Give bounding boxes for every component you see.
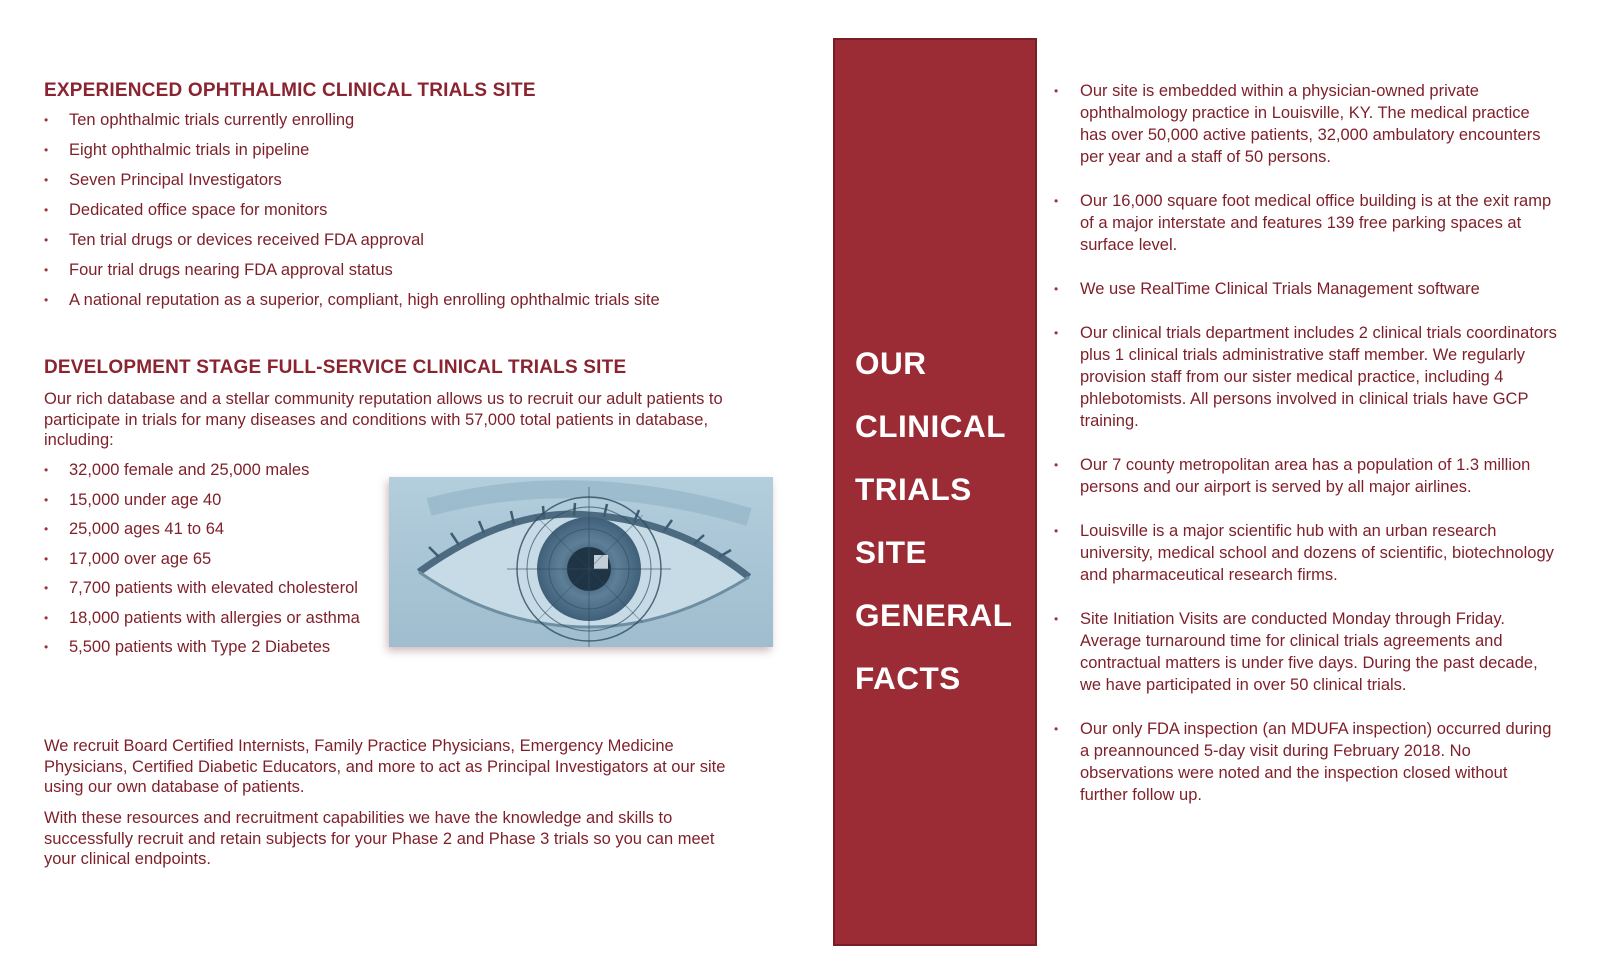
list-item: • 17,000 over age 65	[44, 549, 374, 570]
development-heading: DEVELOPMENT STAGE FULL-SERVICE CLINICAL TRIALS SITE	[44, 357, 627, 378]
list-item: • A national reputation as a superior, compliant, high enrolling ophthalmic trials site	[44, 290, 779, 311]
eye-image	[389, 477, 773, 647]
list-item: • Our 16,000 square foot medical office building is at the exit ramp of a major interstate and features 139 free parking spaces at surface level.	[1054, 190, 1559, 256]
list-item: • Seven Principal Investigators	[44, 170, 779, 191]
development-intro: Our rich database and a stellar community reputation allows us to recruit our adult patients to participate in trials for many diseases and conditions with 57,000 total patients in database, including:	[44, 390, 723, 449]
list-item: • 25,000 ages 41 to 64	[44, 519, 374, 540]
facts-list	[1054, 80, 1559, 828]
list-item: • Ten trial drugs or devices received FDA approval	[44, 230, 779, 251]
facts-banner	[833, 38, 1037, 946]
list-item: • Site Initiation Visits are conducted Monday through Friday. Average turnaround time for clinical trials agreements and contractual matters is under five days. During the past decade, we have participated in over 50 clinical trials.	[1054, 608, 1559, 696]
eye-illustration	[389, 477, 773, 647]
list-item: • Our only FDA inspection (an MDUFA inspection) occurred during a preannounced 5-day visit during February 2018. No observations were noted and the inspection closed without further follow up.	[1054, 718, 1559, 806]
list-item: • 18,000 patients with allergies or asthma	[44, 608, 374, 629]
list-item: • Four trial drugs nearing FDA approval status	[44, 260, 779, 281]
recruit-paragraph: We recruit Board Certified Internists, Family Practice Physicians, Emergency Medicine Physicians, Certified Diabetic Educators, and more to act as Principal Investigators at our site using our own database of patients.	[44, 737, 726, 796]
list-item: • Our clinical trials department includes 2 clinical trials coordinators plus 1 clinical trials administrative staff member. We regularly provision staff from our sister medical practice, including 4 phlebotomists. All persons involved in clinical trials have GCP training.	[1054, 322, 1559, 432]
list-item: • Dedicated office space for monitors	[44, 200, 779, 221]
list-item: • Our 7 county metropolitan area has a population of 1.3 million persons and our airport is served by all major airlines.	[1054, 454, 1559, 498]
banner-title: OUR CLINICAL TRIALS SITE GENERAL FACTS	[855, 345, 1013, 696]
list-item: • 5,500 patients with Type 2 Diabetes	[44, 637, 374, 658]
list-item: • Ten ophthalmic trials currently enrolling	[44, 110, 779, 131]
list-item: • Our site is embedded within a physician-owned private ophthalmology practice in Louisville, KY. The medical practice has over 50,000 active patients, 32,000 ambulatory encounters per year and a staff of 50 persons.	[1054, 80, 1559, 168]
list-item: • Louisville is a major scientific hub with an urban research university, medical school and dozens of scientific, biotechnology and pharmaceutical research firms.	[1054, 520, 1559, 586]
experienced-section	[44, 78, 779, 320]
list-item: • 7,700 patients with elevated cholesterol	[44, 578, 374, 599]
demographics-list	[44, 460, 374, 667]
experienced-heading: EXPERIENCED OPHTHALMIC CLINICAL TRIALS SITE	[44, 80, 536, 101]
resources-paragraph: With these resources and recruitment capabilities we have the knowledge and skills to successfully recruit and retain subjects for your Phase 2 and Phase 3 trials so you can meet your clinical endpoints.	[44, 809, 715, 868]
list-item: • Eight ophthalmic trials in pipeline	[44, 140, 779, 161]
list-item: • 32,000 female and 25,000 males	[44, 460, 374, 481]
experienced-list	[44, 110, 779, 311]
list-item: • 15,000 under age 40	[44, 490, 374, 511]
list-item: • We use RealTime Clinical Trials Management software	[1054, 278, 1559, 300]
